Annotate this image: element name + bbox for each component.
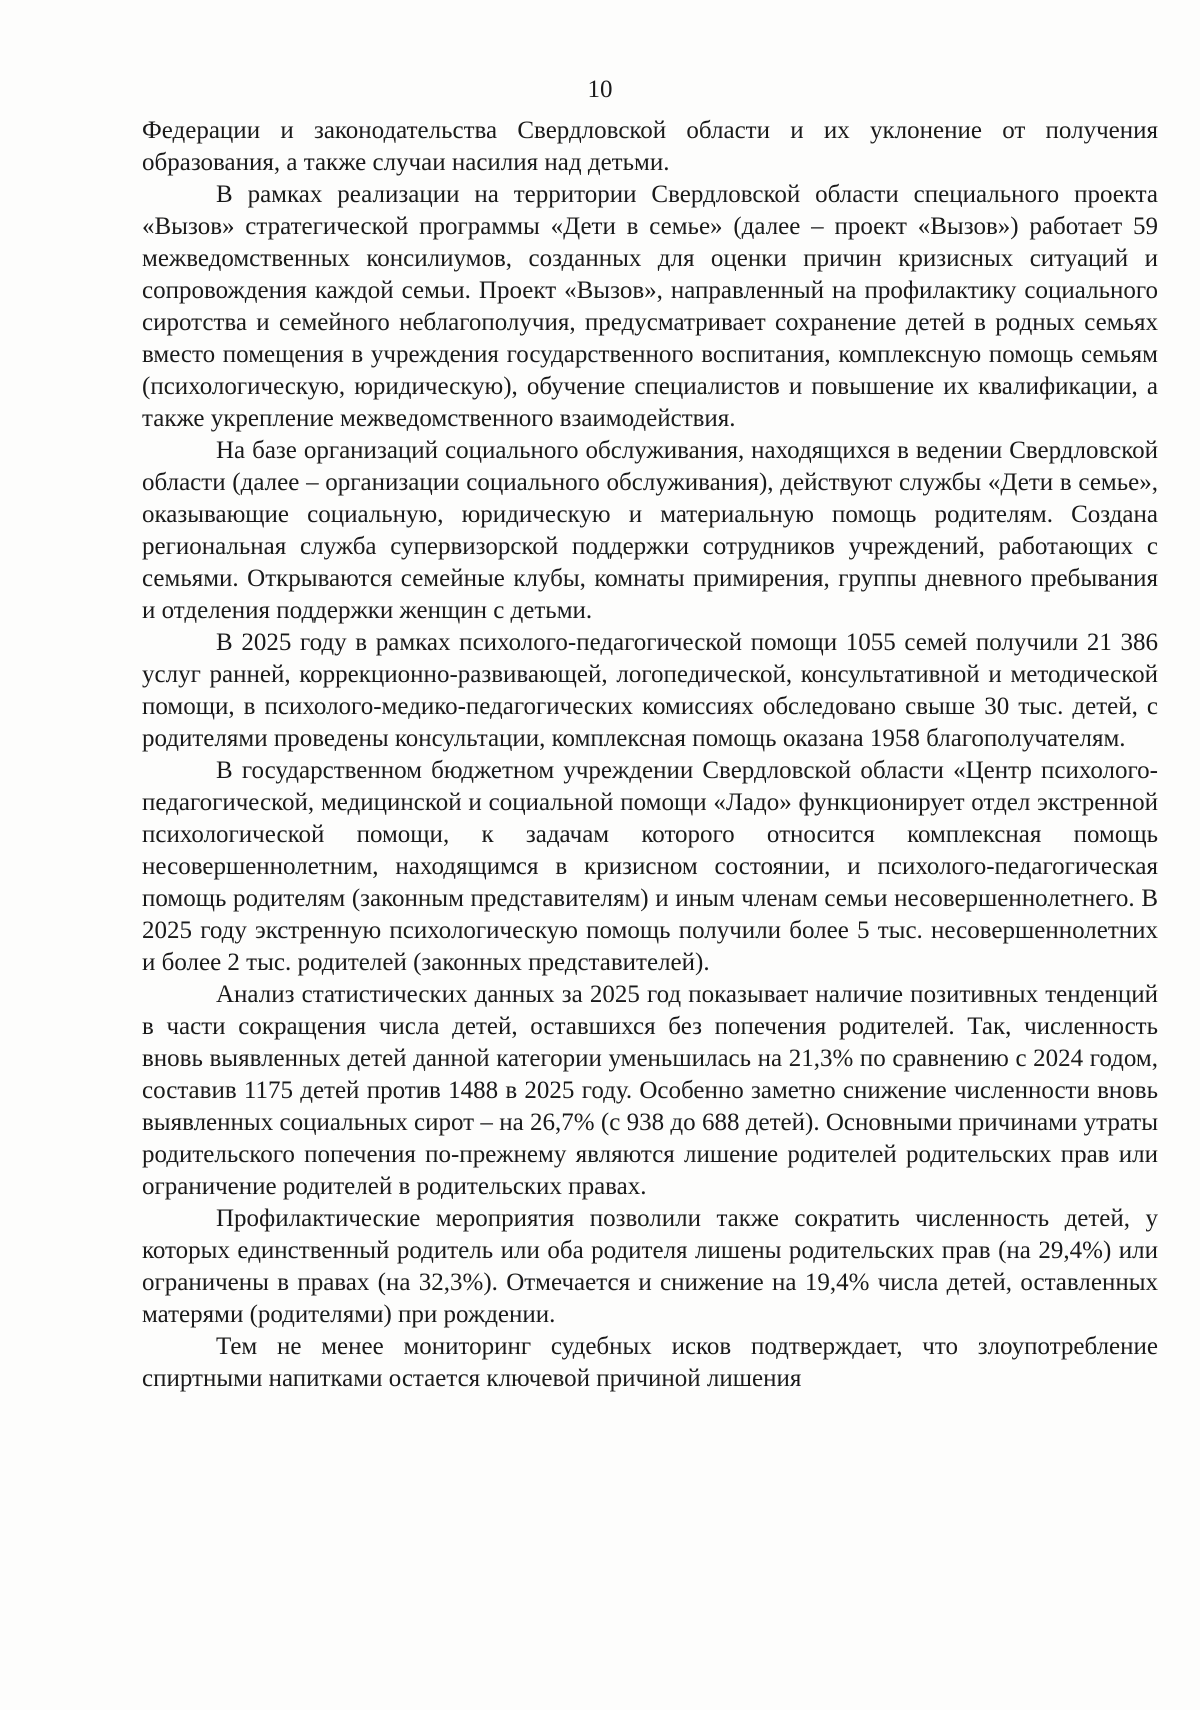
paragraph-psych-ped-help-2025: В 2025 году в рамках психолого-педагогической помощи 1055 семей получили 21 386 услуг ранней, коррекционно-развивающей, логопедической, консультативной и методической помощи, в психолого-медико-педагогических комиссиях обследовано свыше 30 тыс. детей, с родителями проведены консультации, комплексная помощь оказана 1958 благополучателям. [142,629,1158,752]
paragraph-social-services: На базе организаций социального обслуживания, находящихся в ведении Свердловской области (далее – организации социального обслуживания), действуют службы «Дети в семье», оказывающие социальную, юридическую и материальную помощь родителям. Создана региональная служба супервизорской поддержки сотрудников учреждений, работающих с семьями. Открываются семейные клубы, комнаты примирения, группы дневного пребывания и отделения поддержки женщин с детьми. [142,437,1158,624]
paragraph-prevention-results: Профилактические мероприятия позволили также сократить численность детей, у которых единственный родитель или оба родителя лишены родительских прав (на 29,4%) или ограничены в правах (на 32,3%). Отмечается и снижение на 19,4% числа детей, оставленных матерями (родителями) при рождении. [142,1205,1158,1328]
paragraph-statistics-analysis: Анализ статистических данных за 2025 год показывает наличие позитивных тенденций в части сокращения числа детей, оставшихся без попечения родителей. Так, численность вновь выявленных детей данной категории уменьшилась на 21,3% по сравнению с 2024 годом, составив 1175 детей против 1488 в 2025 году. Особенно заметно снижение численности вновь выявленных социальных сирот – на 26,7% (с 938 до 688 детей). Основными причинами утраты родительского попечения по-прежнему являются лишение родителей родительских прав или ограничение родителей в родительских правах. [142,981,1158,1200]
paragraph-center-lado: В государственном бюджетном учреждении Свердловской области «Центр психолого-педагогической, медицинской и социальной помощи «Ладо» функционирует отдел экстренной психологической помощи, к задачам которого относится комплексная помощь несовершеннолетним, находящимся в кризисном состоянии, и психолого-педагогическая помощь родителям (законным представителям) и иным членам семьи несовершеннолетнего. В 2025 году экстренную психологическую помощь получили более 5 тыс. несовершеннолетних и более 2 тыс. родителей (законных представителей). [142,757,1158,976]
paragraph-continuation: Федерации и законодательства Свердловской области и их уклонение от получения образования, а также случаи насилия над детьми. [142,117,1158,176]
paragraph-court-monitoring: Тем не менее мониторинг судебных исков подтверждает, что злоупотребление спиртными напитками остается ключевой причиной лишения [142,1333,1158,1392]
document-body [142,115,1158,1395]
paragraph-project-vyzov: В рамках реализации на территории Свердловской области специального проекта «Вызов» стратегической программы «Дети в семье» (далее – проект «Вызов») работает 59 межведомственных консилиумов, созданных для оценки причин кризисных ситуаций и сопровождения каждой семьи. Проект «Вызов», направленный на профилактику социального сиротства и семейного неблагополучия, предусматривает сохранение детей в родных семьях вместо помещения в учреждения государственного воспитания, комплексную помощь семьям (психологическую, юридическую), обучение специалистов и повышение их квалификации, а также укрепление межведомственного взаимодействия. [142,181,1158,432]
page-number: 10 [587,76,613,103]
